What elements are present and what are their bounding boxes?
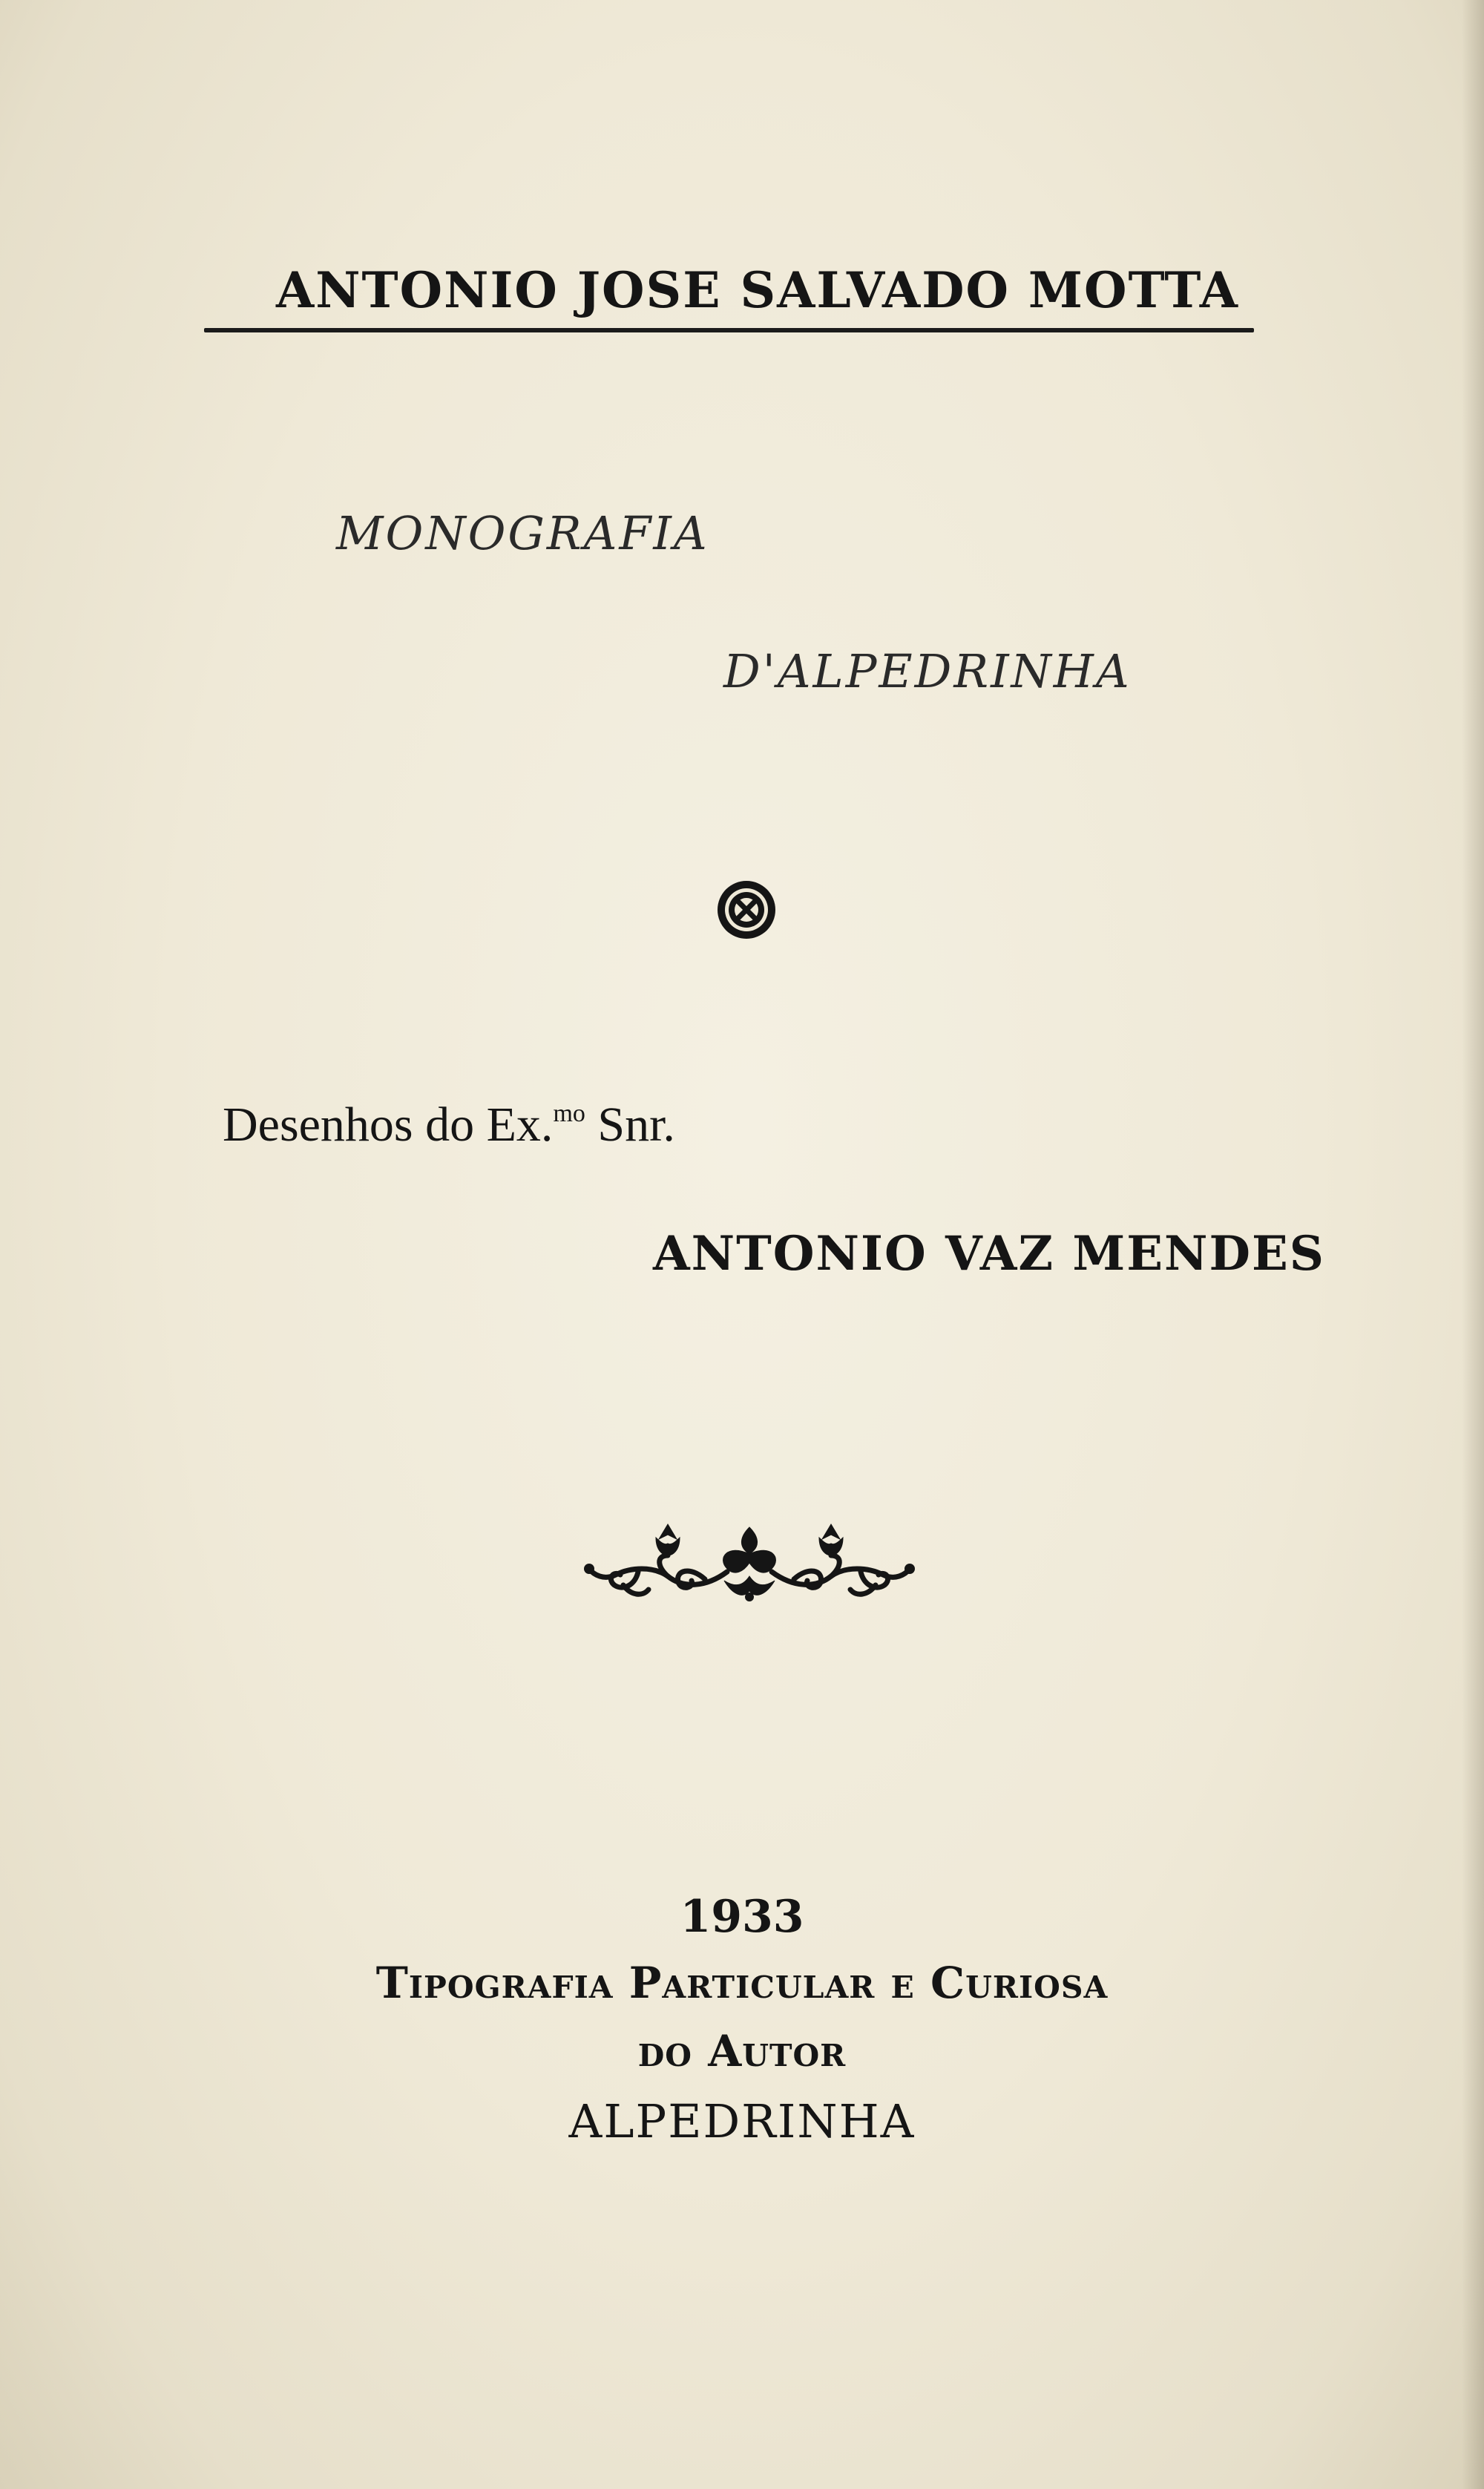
- author-underline-rule: [204, 328, 1254, 332]
- illustrations-credit: [223, 1097, 675, 1153]
- rosette-ornament-icon: [715, 878, 778, 942]
- printer-line-2: do Autor: [637, 2026, 847, 2076]
- printer-line-1: Tipografia Particular e Curiosa: [375, 1958, 1109, 2008]
- author-name: ANTONIO JOSE SALVADO MOTTA: [276, 261, 1239, 319]
- title-line-1: MONOGRAFIA: [336, 506, 709, 560]
- illustrations-credit-prefix: Desenhos do Ex.: [223, 1098, 554, 1152]
- publication-place: ALPEDRINHA: [568, 2094, 916, 2148]
- publication-year: 1933: [680, 1891, 804, 1943]
- floral-vignette-icon: [579, 1514, 920, 1610]
- illustrator-name: ANTONIO VAZ MENDES: [653, 1226, 1325, 1282]
- illustrations-credit-superscript: mo: [553, 1100, 585, 1127]
- title-line-2: D'ALPEDRINHA: [723, 644, 1132, 698]
- illustrations-credit-suffix: Snr.: [585, 1098, 675, 1152]
